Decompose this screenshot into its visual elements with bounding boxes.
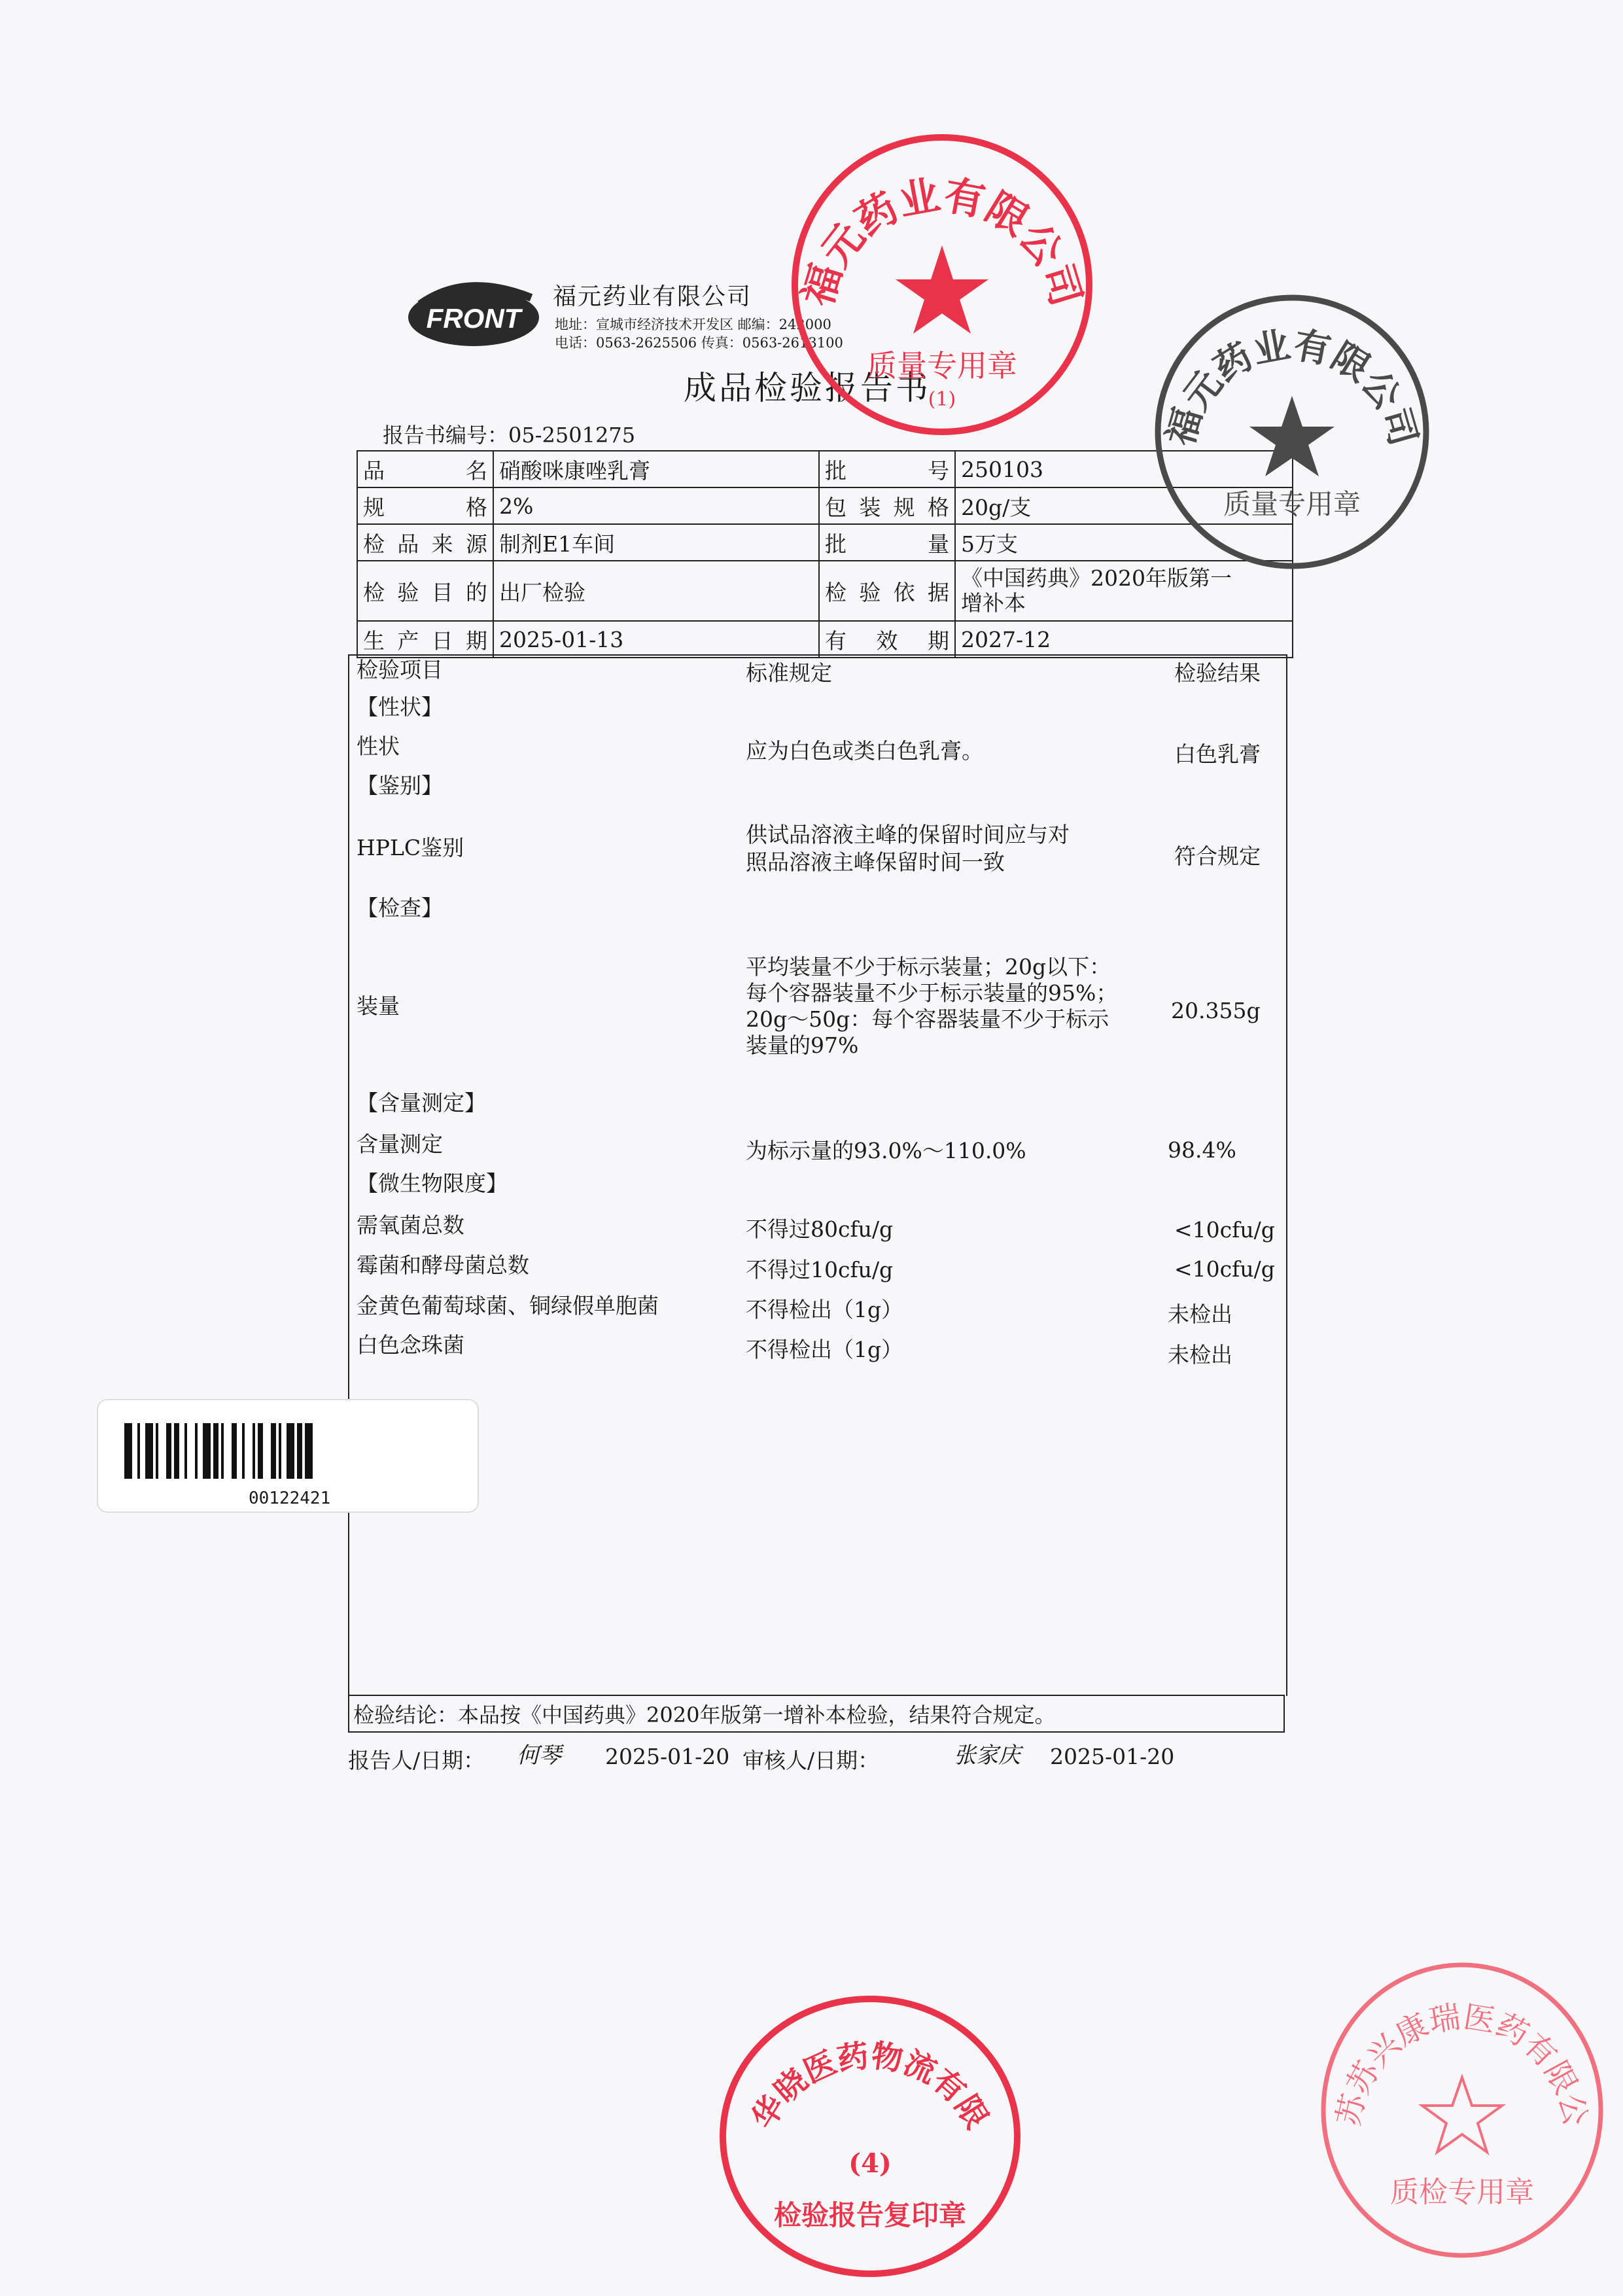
fill-item: 装量	[357, 993, 400, 1019]
section-assay: 【含量测定】	[357, 1090, 486, 1116]
barcode-bar	[221, 1423, 224, 1479]
section-appearance: 【性状】	[357, 694, 443, 720]
pharma-quality-stamp	[1299, 1928, 1609, 2264]
barcode-bar	[271, 1423, 276, 1479]
reporter-label: 报告人/日期：	[348, 1748, 485, 1773]
stamp2-text: 福元药业有限公司	[1159, 323, 1425, 451]
quantity-value: 5万支	[955, 524, 1293, 561]
barcode-bar	[137, 1423, 140, 1479]
product-name-label: 品 名	[357, 451, 493, 487]
staph-item: 金黄色葡萄球菌、铜绿假单胞菌	[357, 1293, 659, 1318]
assay-standard: 为标示量的93.0%～110.0%	[746, 1138, 1026, 1163]
package-value: 20g/支	[955, 487, 1293, 524]
barcode-bar	[242, 1423, 245, 1479]
section-identification: 【鉴别】	[357, 773, 443, 798]
spec-value: 2%	[493, 487, 819, 524]
fill-standard	[746, 954, 1117, 1059]
basis-line-1: 《中国药典》2020年版第一	[961, 565, 1232, 591]
appearance-standard: 应为白色或类白色乳膏。	[746, 738, 983, 764]
aerobic-result: <10cfu/g	[1174, 1217, 1275, 1243]
barcode-bar	[232, 1423, 237, 1479]
product-name: 硝酸咪康唑乳膏	[493, 451, 819, 487]
barcode-bar	[203, 1423, 211, 1479]
barcode-bar	[297, 1423, 302, 1479]
staph-result: 未检出	[1168, 1301, 1232, 1327]
appearance-item: 性状	[357, 733, 400, 759]
star-icon	[896, 245, 988, 334]
page-title: 成品检验报告书	[684, 369, 931, 407]
fill-result: 20.355g	[1171, 998, 1261, 1023]
fill-standard-l4: 装量的97%	[746, 1033, 859, 1058]
barcode-bar	[166, 1423, 171, 1479]
stamp1-sub: 质量专用章	[867, 348, 1017, 383]
assay-result: 98.4%	[1168, 1137, 1236, 1163]
hplc-standard-l2: 照品溶液主峰保留时间一致	[746, 849, 1005, 875]
reviewer-label: 审核人/日期：	[742, 1748, 880, 1773]
basis-label: 检验依据	[819, 561, 955, 621]
company-phone: 电话：0563-2625506 传真：0563-2613100	[555, 335, 843, 351]
stamp3-num: (4)	[848, 2148, 892, 2179]
barcode-bar	[174, 1423, 179, 1479]
expiry-value: 2027-12	[955, 621, 1293, 658]
candida-item: 白色念珠菌	[357, 1332, 464, 1358]
purpose-value: 出厂检验	[493, 561, 819, 621]
company-quality-stamp-red	[782, 124, 1102, 445]
col-header-standard: 标准规定	[746, 660, 832, 686]
barcode-bars	[98, 1400, 478, 1485]
package-label: 包装规格	[819, 487, 955, 524]
source-value: 制剂E1车间	[493, 524, 819, 561]
company-name: 福元药业有限公司	[553, 283, 752, 310]
hplc-result: 符合规定	[1174, 843, 1261, 869]
fill-standard-l1: 平均装量不少于标示装量；20g以下：	[746, 954, 1111, 980]
star-icon	[1249, 396, 1335, 476]
spec-label: 规 格	[357, 487, 493, 524]
barcode-bar	[305, 1423, 313, 1479]
stamp4-sub: 质检专用章	[1390, 2176, 1534, 2209]
batch-no-label: 批 号	[819, 451, 955, 487]
fill-standard-l3: 20g～50g：每个容器装量不少于标示	[746, 1006, 1109, 1032]
expiry-label: 有 效 期	[819, 621, 955, 658]
stamp3-text: 江苏华晓医药物流有限公司	[697, 1960, 996, 2136]
mold-result: <10cfu/g	[1174, 1256, 1275, 1282]
barcode-bar	[145, 1423, 153, 1479]
candida-result: 未检出	[1168, 1342, 1232, 1368]
logo-text: FRONT	[426, 303, 521, 334]
barcode-bar	[184, 1423, 187, 1479]
col-header-result: 检验结果	[1174, 660, 1261, 686]
appearance-result: 白色乳膏	[1174, 741, 1261, 767]
stamp1-num: (1)	[928, 388, 956, 411]
barcode-bar	[156, 1423, 158, 1479]
svg-text:江苏华晓医药物流有限公司	[697, 1960, 995, 2135]
hplc-item: HPLC鉴别	[357, 835, 464, 860]
batch-no: 250103	[955, 451, 1293, 487]
stamp4-text: 江苏苏兴康瑞医药有限公司	[1299, 1928, 1594, 2130]
barcode-bar	[195, 1423, 198, 1479]
reporter-signature: 何琴	[517, 1742, 561, 1769]
aerobic-standard: 不得过80cfu/g	[746, 1216, 894, 1242]
purpose-label: 检验目的	[357, 561, 493, 621]
company-address: 地址：宣城市经济技术开发区 邮编：242000	[555, 317, 831, 332]
aerobic-item: 需氧菌总数	[357, 1212, 464, 1238]
reviewer-signature: 张家庆	[954, 1742, 1021, 1769]
barcode-bar	[213, 1423, 218, 1479]
reviewer-date: 2025-01-20	[1050, 1744, 1175, 1769]
barcode-bar	[124, 1423, 132, 1479]
company-quality-stamp-gray	[1148, 288, 1436, 576]
stamp3-sub: 检验报告复印章	[773, 2199, 967, 2231]
staph-standard: 不得检出（1g）	[746, 1297, 903, 1322]
stamp2-sub: 质量专用章	[1223, 488, 1361, 520]
barcode-bar	[258, 1423, 263, 1479]
reporter-date: 2025-01-20	[605, 1744, 730, 1769]
col-header-item: 检验项目	[357, 657, 443, 682]
report-number: 报告书编号：05-2501275	[383, 423, 636, 448]
section-tests: 【检查】	[357, 895, 443, 921]
fill-standard-l2: 每个容器装量不少于标示装量的95%；	[746, 980, 1118, 1006]
section-microbial: 【微生物限度】	[357, 1171, 508, 1196]
quantity-label: 批 量	[819, 524, 955, 561]
hplc-standard-l1: 供试品溶液主峰的保留时间应与对	[746, 822, 1070, 847]
prod-date: 2025-01-13	[493, 621, 819, 658]
star-icon	[1422, 2077, 1502, 2152]
logistics-copy-stamp	[697, 1960, 1027, 2284]
prod-date-label: 生产日期	[357, 621, 493, 658]
barcode-bar	[279, 1423, 281, 1479]
hplc-standard	[746, 821, 1070, 876]
mold-item: 霉菌和酵母菌总数	[357, 1252, 529, 1278]
svg-text:江苏苏兴康瑞医药有限公司	[1299, 1928, 1594, 2129]
barcode-bar	[253, 1423, 255, 1479]
basis-line-2: 增补本	[961, 590, 1026, 616]
candida-standard: 不得检出（1g）	[746, 1337, 903, 1362]
conclusion: 检验结论：本品按《中国药典》2020年版第一增补本检验，结果符合规定。	[348, 1695, 1285, 1733]
company-logo	[407, 278, 541, 351]
stamp1-text: 福元药业有限公司	[793, 171, 1091, 311]
barcode-bar	[287, 1423, 294, 1479]
mold-standard: 不得过10cfu/g	[746, 1257, 894, 1282]
source-label: 检品来源	[357, 524, 493, 561]
assay-item: 含量测定	[357, 1131, 443, 1157]
barcode-number: 00122421	[249, 1489, 331, 1508]
